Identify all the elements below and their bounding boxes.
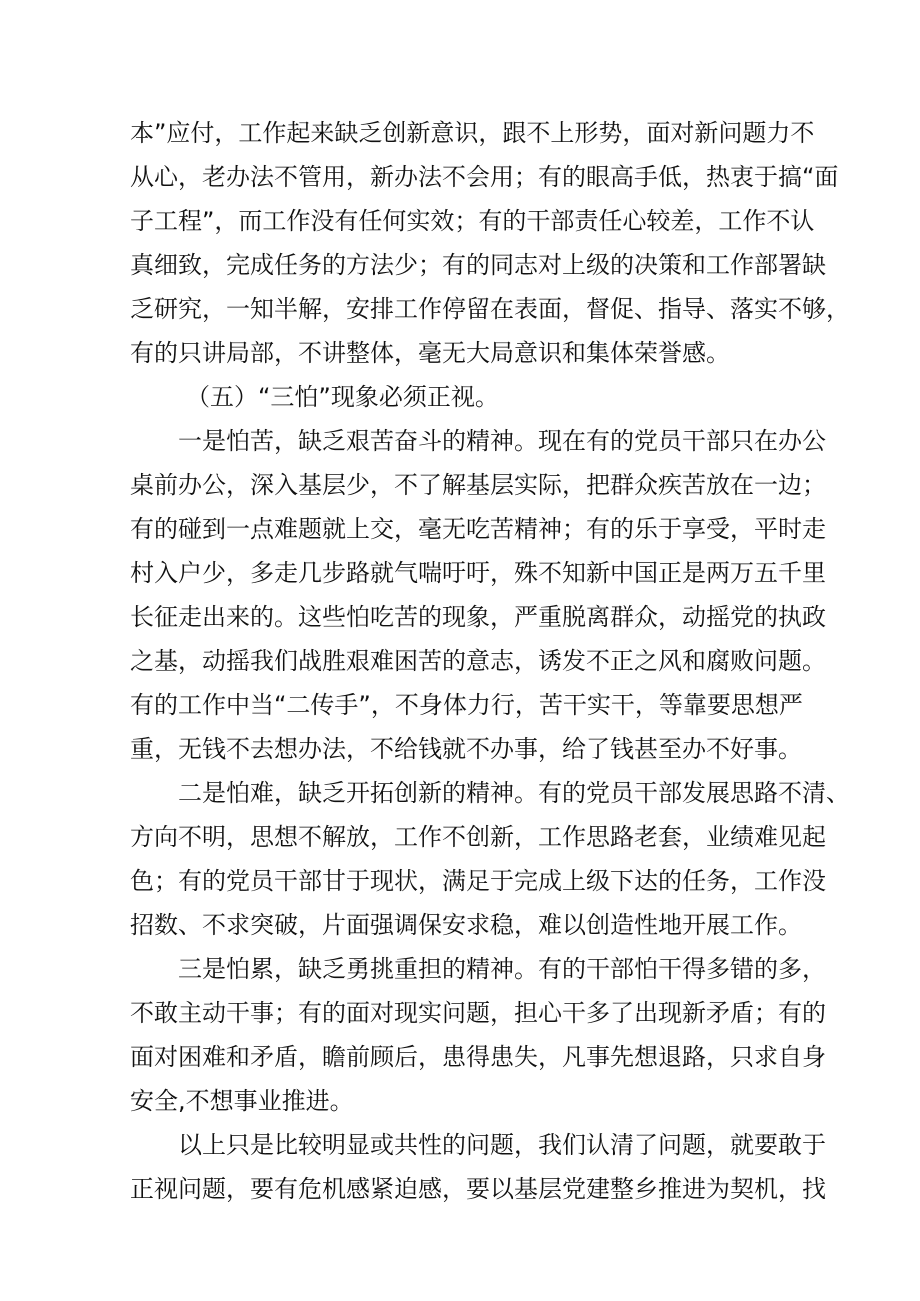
text-line: 重，无钱不去想办法，不给钱就不办事，给了钱甚至办不好事。 [130, 735, 802, 763]
text-line: 本”应付，工作起来缺乏创新意识，跟不上形势，面对新问题力不 [130, 119, 815, 147]
paragraph-first-line: 二是怕难，缺乏开拓创新的精神。有的党员干部发展思路不清、 [178, 779, 850, 807]
text-line: 色；有的党员干部甘于现状，满足于完成上级下达的任务，工作没 [130, 867, 826, 895]
text-line: 不敢主动干事；有的面对现实问题，担心干多了出现新矛盾；有的 [130, 999, 826, 1027]
text-line: 有的碰到一点难题就上交，毫无吃苦精神；有的乐于享受，平时走 [130, 515, 826, 543]
text-line: 有的工作中当“二传手”，不身体力行，苦干实干，等靠要思想严 [130, 691, 803, 719]
text-line: 招数、不求突破，片面强调保安求稳，难以创造性地开展工作。 [130, 911, 802, 939]
text-line: 面对困难和矛盾，瞻前顾后，患得患失，凡事先想退路，只求自身 [130, 1043, 826, 1071]
paragraph-first-line: 以上只是比较明显或共性的问题，我们认清了问题，就要敢于 [178, 1131, 826, 1159]
text-line: 桌前办公，深入基层少，不了解基层实际，把群众疾苦放在一边； [130, 471, 826, 499]
paragraph-first-line: 一是怕苦，缺乏艰苦奋斗的精神。现在有的党员干部只在办公 [178, 427, 826, 455]
text-line: 之基，动摇我们战胜艰难困苦的意志，诱发不正之风和腐败问题。 [130, 647, 826, 675]
text-line: 长征走出来的。这些怕吃苦的现象，严重脱离群众，动摇党的执政 [130, 603, 826, 631]
text-line: 从心，老办法不管用，新办法不会用；有的眼高手低，热衷于搞“面 [130, 163, 839, 191]
text-line: 安全,不想事业推进。 [130, 1087, 354, 1115]
text-line: 真细致，完成任务的方法少；有的同志对上级的决策和工作部署缺 [130, 251, 826, 279]
section-heading: （五）“三怕”现象必须正视。 [186, 383, 499, 411]
text-line: 有的只讲局部，不讲整体，毫无大局意识和集体荣誉感。 [130, 339, 730, 367]
text-line: 正视问题，要有危机感紧迫感，要以基层党建整乡推进为契机，找 [130, 1175, 826, 1203]
paragraph-first-line: 三是怕累，缺乏勇挑重担的精神。有的干部怕干得多错的多， [178, 955, 826, 983]
text-line: 乏研究，一知半解，安排工作停留在表面，督促、指导、落实不够， [130, 295, 850, 323]
text-line: 子工程”，而工作没有任何实效；有的干部责任心较差，工作不认 [130, 207, 815, 235]
text-line: 方向不明，思想不解放，工作不创新，工作思路老套，业绩难见起 [130, 823, 826, 851]
text-line: 村入户少，多走几步路就气喘吁吁，殊不知新中国正是两万五千里 [130, 559, 826, 587]
